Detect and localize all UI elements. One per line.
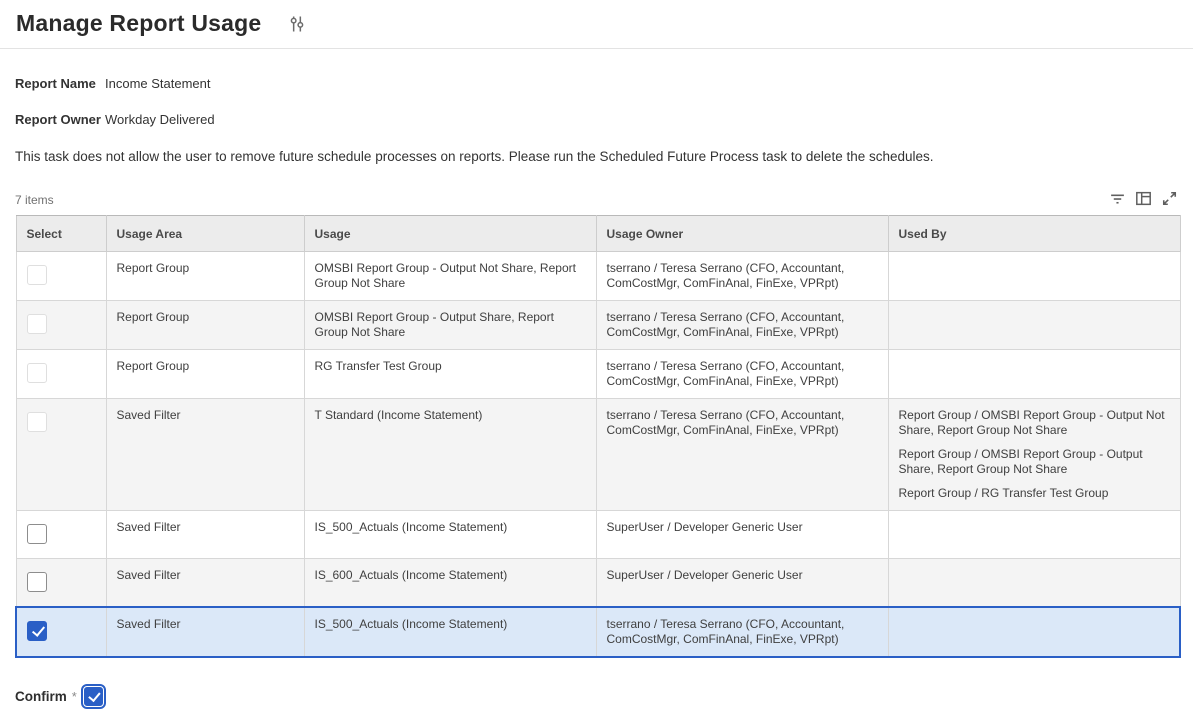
usage-area-cell: Report Group	[106, 350, 304, 399]
used-by-entry: Report Group / RG Transfer Test Group	[898, 486, 1109, 500]
select-cell	[16, 350, 106, 399]
usage-owner-cell: tserrano / Teresa Serrano (CFO, Accountant, ComCostMgr, ComFinAnal, FinExe, VPRpt)	[596, 252, 888, 301]
table-row	[16, 399, 1180, 511]
report-owner-field	[15, 112, 1178, 127]
usage-area-cell: Saved Filter	[106, 399, 304, 511]
usage-cell: IS_500_Actuals (Income Statement)	[304, 511, 596, 559]
report-owner-value: Workday Delivered	[105, 112, 215, 127]
row-select-checkbox[interactable]	[27, 524, 47, 544]
row-select-checkbox	[27, 412, 47, 432]
report-name-label: Report Name	[15, 76, 96, 91]
select-cell	[16, 511, 106, 559]
used-by-cell	[888, 511, 1180, 559]
used-by-entry: Report Group / OMSBI Report Group - Output Not Share, Report Group Not Share	[898, 408, 1165, 437]
usage-owner-cell: SuperUser / Developer Generic User	[596, 511, 888, 559]
report-info	[15, 76, 1178, 127]
expand-icon[interactable]	[1161, 190, 1178, 207]
usage-cell: OMSBI Report Group - Output Share, Report Group Not Share	[304, 301, 596, 350]
table-row	[16, 301, 1180, 350]
table-body	[16, 252, 1180, 657]
row-select-checkbox[interactable]	[27, 621, 47, 641]
usage-owner-cell: tserrano / Teresa Serrano (CFO, Accountant, ComCostMgr, ComFinAnal, FinExe, VPRpt)	[596, 607, 888, 657]
report-owner-label: Report Owner	[15, 112, 101, 127]
row-select-checkbox[interactable]	[27, 572, 47, 592]
confirm-label: Confirm	[15, 688, 67, 704]
column-header-usage-area: Usage Area	[106, 216, 304, 252]
table-row	[16, 559, 1180, 607]
used-by-cell	[888, 301, 1180, 350]
table-row	[16, 511, 1180, 559]
usage-area-cell: Report Group	[106, 301, 304, 350]
column-header-used-by: Used By	[888, 216, 1180, 252]
used-by-entry: Report Group / OMSBI Report Group - Output Share, Report Group Not Share	[898, 447, 1143, 476]
page-title: Manage Report Usage	[16, 10, 262, 36]
usage-area-cell: Saved Filter	[106, 559, 304, 607]
select-cell	[16, 607, 106, 657]
notice-text: This task does not allow the user to remove future schedule processes on reports. Please run the Scheduled Future Process task to delete the schedules.	[15, 149, 934, 164]
report-name-field	[15, 76, 1178, 91]
row-select-checkbox	[27, 314, 47, 334]
table-row	[16, 252, 1180, 301]
used-by-cell	[888, 350, 1180, 399]
filter-icon[interactable]	[1109, 190, 1126, 207]
confirm-field	[15, 687, 1178, 716]
select-cell	[16, 252, 106, 301]
usage-cell: OMSBI Report Group - Output Not Share, Report Group Not Share	[304, 252, 596, 301]
grid-view-icon[interactable]	[1135, 190, 1152, 207]
usage-cell: RG Transfer Test Group	[304, 350, 596, 399]
select-cell	[16, 559, 106, 607]
table-row	[16, 607, 1180, 657]
sliders-icon[interactable]	[287, 14, 307, 34]
table-row	[16, 350, 1180, 399]
used-by-cell	[888, 399, 1180, 511]
usage-area-cell: Saved Filter	[106, 511, 304, 559]
table-header-row	[16, 216, 1180, 252]
usage-cell: T Standard (Income Statement)	[304, 399, 596, 511]
required-marker: *	[71, 688, 77, 704]
select-cell	[16, 399, 106, 511]
usage-cell: IS_600_Actuals (Income Statement)	[304, 559, 596, 607]
used-by-cell	[888, 607, 1180, 657]
usage-area-cell: Report Group	[106, 252, 304, 301]
usage-area-cell: Saved Filter	[106, 607, 304, 657]
usage-table	[15, 215, 1181, 658]
usage-owner-cell: tserrano / Teresa Serrano (CFO, Accountant, ComCostMgr, ComFinAnal, FinExe, VPRpt)	[596, 301, 888, 350]
report-name-value: Income Statement	[105, 76, 211, 91]
select-cell	[16, 301, 106, 350]
row-select-checkbox	[27, 265, 47, 285]
usage-cell: IS_500_Actuals (Income Statement)	[304, 607, 596, 657]
column-header-usage-owner: Usage Owner	[596, 216, 888, 252]
page-header	[0, 0, 1193, 49]
used-by-cell	[888, 559, 1180, 607]
usage-owner-cell: tserrano / Teresa Serrano (CFO, Accountant, ComCostMgr, ComFinAnal, FinExe, VPRpt)	[596, 399, 888, 511]
column-header-usage: Usage	[304, 216, 596, 252]
items-count: 7 items	[15, 193, 54, 207]
usage-owner-cell: SuperUser / Developer Generic User	[596, 559, 888, 607]
row-select-checkbox	[27, 363, 47, 383]
usage-owner-cell: tserrano / Teresa Serrano (CFO, Accountant, ComCostMgr, ComFinAnal, FinExe, VPRpt)	[596, 350, 888, 399]
confirm-checkbox[interactable]	[84, 687, 103, 706]
used-by-cell	[888, 252, 1180, 301]
table-meta	[15, 190, 1178, 207]
table-toolbar	[1109, 190, 1178, 207]
column-header-select: Select	[16, 216, 106, 252]
